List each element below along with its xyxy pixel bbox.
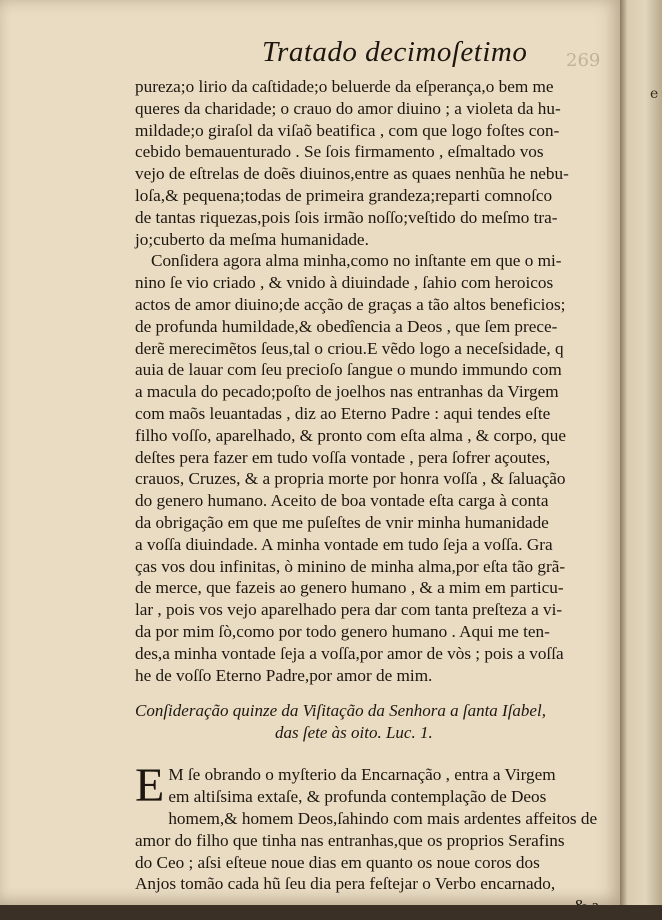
text-line: pureza;o lirio da caſtidade;o beluerde da eſperança,o bem me: [135, 77, 554, 96]
text-line: vejo de eſtrelas de doẽs diuinos,entre as quaes nenhũa he nebu-: [135, 164, 569, 184]
text-line: crauos, Cruzes, & a propria morte por honra voſſa , & ſaluação: [135, 469, 566, 489]
text-line: deſtes pera fazer em tudo voſſa vontade , pera ſofrer açoutes,: [135, 447, 551, 467]
text-line: de profunda humildade,& obedîencia a Deos , que ſem prece-: [135, 316, 558, 336]
text-line: cebido bemauenturado . Se ſois firmamento , eſmaltado vos: [135, 142, 544, 162]
text-line: queres da charidade; o crauo do amor diuino ; a violeta da hu-: [135, 98, 561, 118]
text-line: Conſidera agora alma minha,como no inſtante em que o mi-: [151, 251, 562, 271]
text-line: filho voſſo, aparelhado, & pronto com eſta alma , & corpo, que: [135, 425, 566, 445]
text-line: M ſe obrando o myſterio da Encarnação , entra a Virgem: [168, 765, 556, 785]
text-line: da por mim ſò,como por todo genero humano . Aqui me ten-: [135, 621, 550, 641]
paragraph-2: [135, 250, 605, 686]
text-line: des,a minha vontade ſeja a voſſa,por amor de vòs ; pois a voſſa: [135, 643, 564, 663]
text-line: lar , pois vos vejo aparelhado pera dar com tanta preſteza a vi-: [135, 600, 563, 620]
paragraph-3: [135, 759, 605, 895]
text-line: actos de amor diuino;de acção de graças a tão altos beneficios;: [135, 294, 566, 314]
text-line: de merce, que fazeis ao genero humano , & a mim em particu-: [135, 578, 564, 598]
text-line: amor do filho que tinha nas entranhas,que os proprios Serafins: [135, 830, 565, 850]
paragraph-1: [135, 76, 605, 250]
section-heading-line-2: das ſete às oito. Luc. 1.: [275, 723, 433, 743]
book-bottom-edge: [0, 905, 662, 920]
drop-cap: E: [135, 759, 165, 813]
text-line: do Ceo ; aſsi eſteue noue dias em quanto os noue coros dos: [135, 852, 540, 872]
text-line: da obrigação em que me puſeſtes de vnir minha humanidade: [135, 512, 549, 532]
text-line: do genero humano. Aceito de boa vontade eſta carga à conta: [135, 491, 549, 511]
text-line: a macula do pecado;poſto de joelhos nas entranhas da Virgem: [135, 382, 559, 402]
text-line: homem,& homem Deos,ſahindo com mais ardentes affeitos de: [168, 808, 598, 828]
text-line: de tantas riquezas,pois ſois irmão noſſo;veſtido do meſmo tra-: [135, 207, 558, 227]
text-line: jo;cuberto da meſma humanidade.: [135, 229, 369, 249]
text-line: auia de lauar com ſeu precioſo ſangue o mundo immundo com: [135, 360, 562, 380]
next-page-edge: e: [620, 0, 662, 920]
text-line: nino ſe vio criado , & vnido à diuindade , ſahio com heroicos: [135, 273, 554, 293]
text-line: Anjos tomão cada hũ ſeu dia pera feſtejar o Verbo encarnado,: [135, 874, 556, 894]
text-line: mildade;o giraſol da viſaõ beatifica , com que logo foſtes con-: [135, 120, 560, 140]
page-body: [135, 76, 605, 917]
text-line: a voſſa diuindade. A minha vontade em tudo ſeja a voſſa. Gra: [135, 534, 553, 554]
text-line: com maõs leuantadas , diz ao Eterno Padre : aqui tendes eſte: [135, 403, 551, 423]
section-heading-line-1: Conſideração quinze da Viſitação da Senhora a ſanta Iſabel,: [135, 701, 546, 721]
running-head: Tratado decimoſetimo: [262, 36, 528, 68]
text-line: derẽ merecimẽtos ſeus,tal o criou.E vẽdo logo a neceſsidade, q: [135, 338, 564, 358]
text-line: ças vos dou infinitas, ò minino de minha alma,por eſta tão grã-: [135, 556, 566, 576]
text-line: em altiſsima extaſe, & profunda contemplação de Deos: [168, 787, 547, 807]
text-line: he de voſſo Eterno Padre,por amor de mim.: [135, 665, 433, 685]
text-line: loſa,& pequena;todas de primeira grandeza;reparti comnoſco: [135, 185, 553, 205]
faded-page-number: 269: [566, 50, 601, 71]
